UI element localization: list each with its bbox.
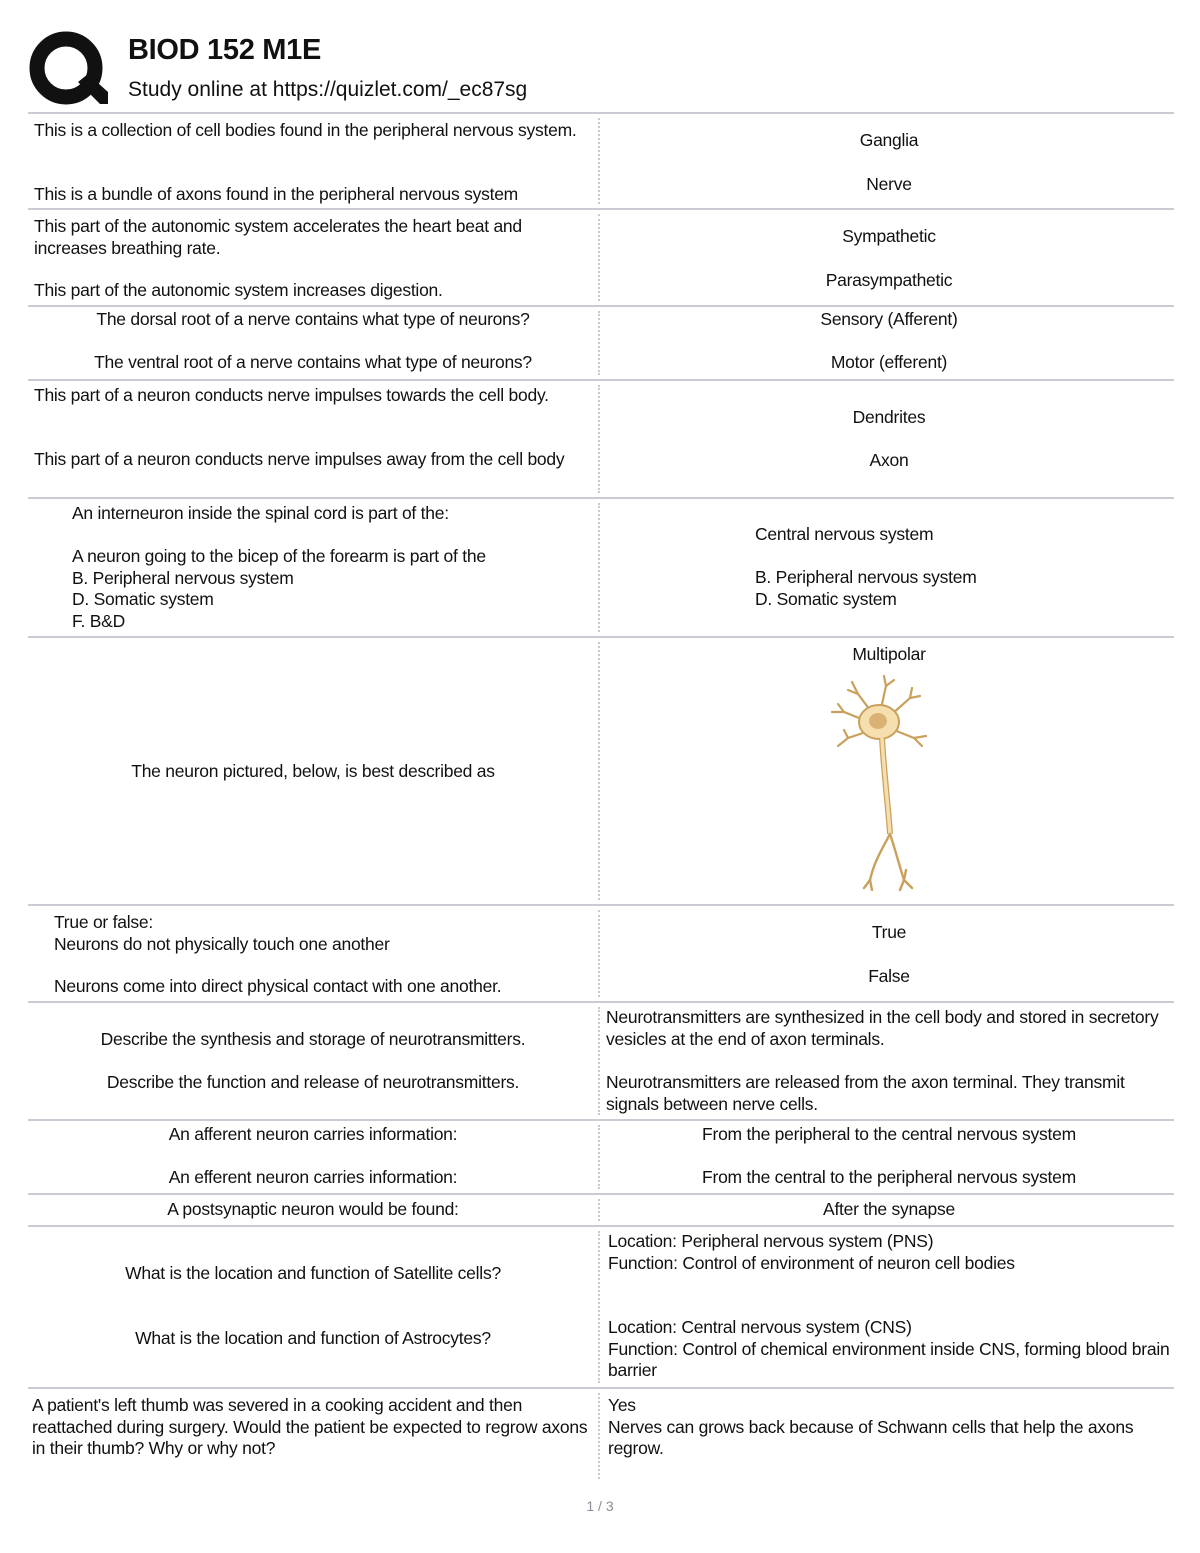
card-row [28,379,1174,497]
card-row [28,904,1174,1001]
question-text: This part of a neuron conducts nerve impulses away from the cell body [34,449,565,469]
answer-text: Neurotransmitters are synthesized in the cell body and stored in secretory vesicles at the end of axon terminals. [606,1007,1159,1049]
question-text: The neuron pictured, below, is best described as [131,761,495,781]
page-header [28,28,1178,110]
question-text: A neuron going to the bicep of the forearm is part of the B. Peripheral nervous system D. Somatic system F. B&D [72,546,486,631]
answer-text: False [868,966,910,986]
column-divider [598,1231,600,1383]
question-text: The dorsal root of a nerve contains what type of neurons? [96,309,530,329]
answer-text: Dendrites [852,407,926,427]
answer-text: Sensory (Afferent) [820,309,958,329]
card-row [28,112,1174,208]
question-text: A postsynaptic neuron would be found: [167,1199,459,1219]
answer-text: Location: Central nervous system (CNS) Function: Control of chemical environment inside CNS, forming blood brain barrier [608,1317,1170,1380]
answer-text: Neurotransmitters are released from the axon terminal. They transmit signals between nerve cells. [606,1072,1125,1114]
card-row [28,208,1174,305]
question-text: This part of the autonomic system increases digestion. [34,280,443,300]
card-row [28,305,1174,379]
question-text: The ventral root of a nerve contains what type of neurons? [94,352,532,372]
column-divider [598,1199,600,1221]
flashcard-table [28,112,1174,1483]
column-divider [598,503,600,632]
answer-text: B. Peripheral nervous system D. Somatic system [755,567,977,609]
answer-text: Ganglia [859,130,919,150]
answer-text: Sympathetic [842,226,936,246]
question-text: True or false: Neurons do not physically touch one another [54,912,390,954]
card-row [28,1387,1174,1483]
question-text: Neurons come into direct physical contact with one another. [54,976,502,996]
column-divider [598,642,600,900]
question-text: Describe the function and release of neurotransmitters. [106,1072,520,1092]
document-title: BIOD 152 M1E [128,34,322,66]
column-divider [598,1007,600,1115]
question-text: What is the location and function of Satellite cells? [125,1263,501,1283]
column-divider [598,1125,600,1189]
question-text: An efferent neuron carries information: [168,1167,458,1187]
column-divider [598,910,600,997]
answer-text: After the synapse [823,1199,955,1219]
question-text: This is a bundle of axons found in the peripheral nervous system [34,184,519,204]
answer-text: From the peripheral to the central nervous system [702,1124,1076,1144]
study-link[interactable]: Study online at https://quizlet.com/_ec87sg [128,78,528,101]
question-text: What is the location and function of Astrocytes? [135,1328,491,1348]
answer-text: Axon [869,450,909,470]
card-row [28,1193,1174,1225]
card-row [28,1001,1174,1119]
answer-text: Nerve [866,174,912,194]
column-divider [598,214,600,301]
answer-text: Parasympathetic [825,270,953,290]
card-row [28,497,1174,636]
column-divider [598,311,600,375]
column-divider [598,1393,600,1479]
card-row [28,1225,1174,1387]
answer-text: From the central to the peripheral nervous system [702,1167,1076,1187]
question-text: This is a collection of cell bodies found in the peripheral nervous system. [34,120,577,140]
answer-text: Central nervous system [755,524,934,544]
answer-text: Motor (efferent) [830,352,948,372]
multipolar-neuron-image [824,674,936,896]
question-text: This part of a neuron conducts nerve impulses towards the cell body. [34,385,549,405]
page-number: 1 / 3 [586,1498,614,1514]
answer-text: True [871,922,907,942]
question-text: This part of the autonomic system accelerates the heart beat and increases breathing rate. [34,216,522,258]
answer-text: Multipolar [852,644,926,664]
card-row [28,636,1174,904]
question-text: An interneuron inside the spinal cord is part of the: [72,503,449,523]
column-divider [598,118,600,204]
question-text: An afferent neuron carries information: [168,1124,458,1144]
quizlet-logo-icon [28,30,108,110]
question-text: Describe the synthesis and storage of neurotransmitters. [100,1029,526,1049]
answer-text: Yes Nerves can grows back because of Schwann cells that help the axons regrow. [608,1395,1134,1458]
question-text: A patient's left thumb was severed in a cooking accident and then reattached during surgery. Would the patient be expected to regrow axons in their thumb? Why or why not? [32,1395,588,1458]
answer-text: Location: Peripheral nervous system (PNS) Function: Control of environment of neuron cell bodies [608,1231,1015,1273]
column-divider [598,385,600,493]
card-row [28,1119,1174,1193]
